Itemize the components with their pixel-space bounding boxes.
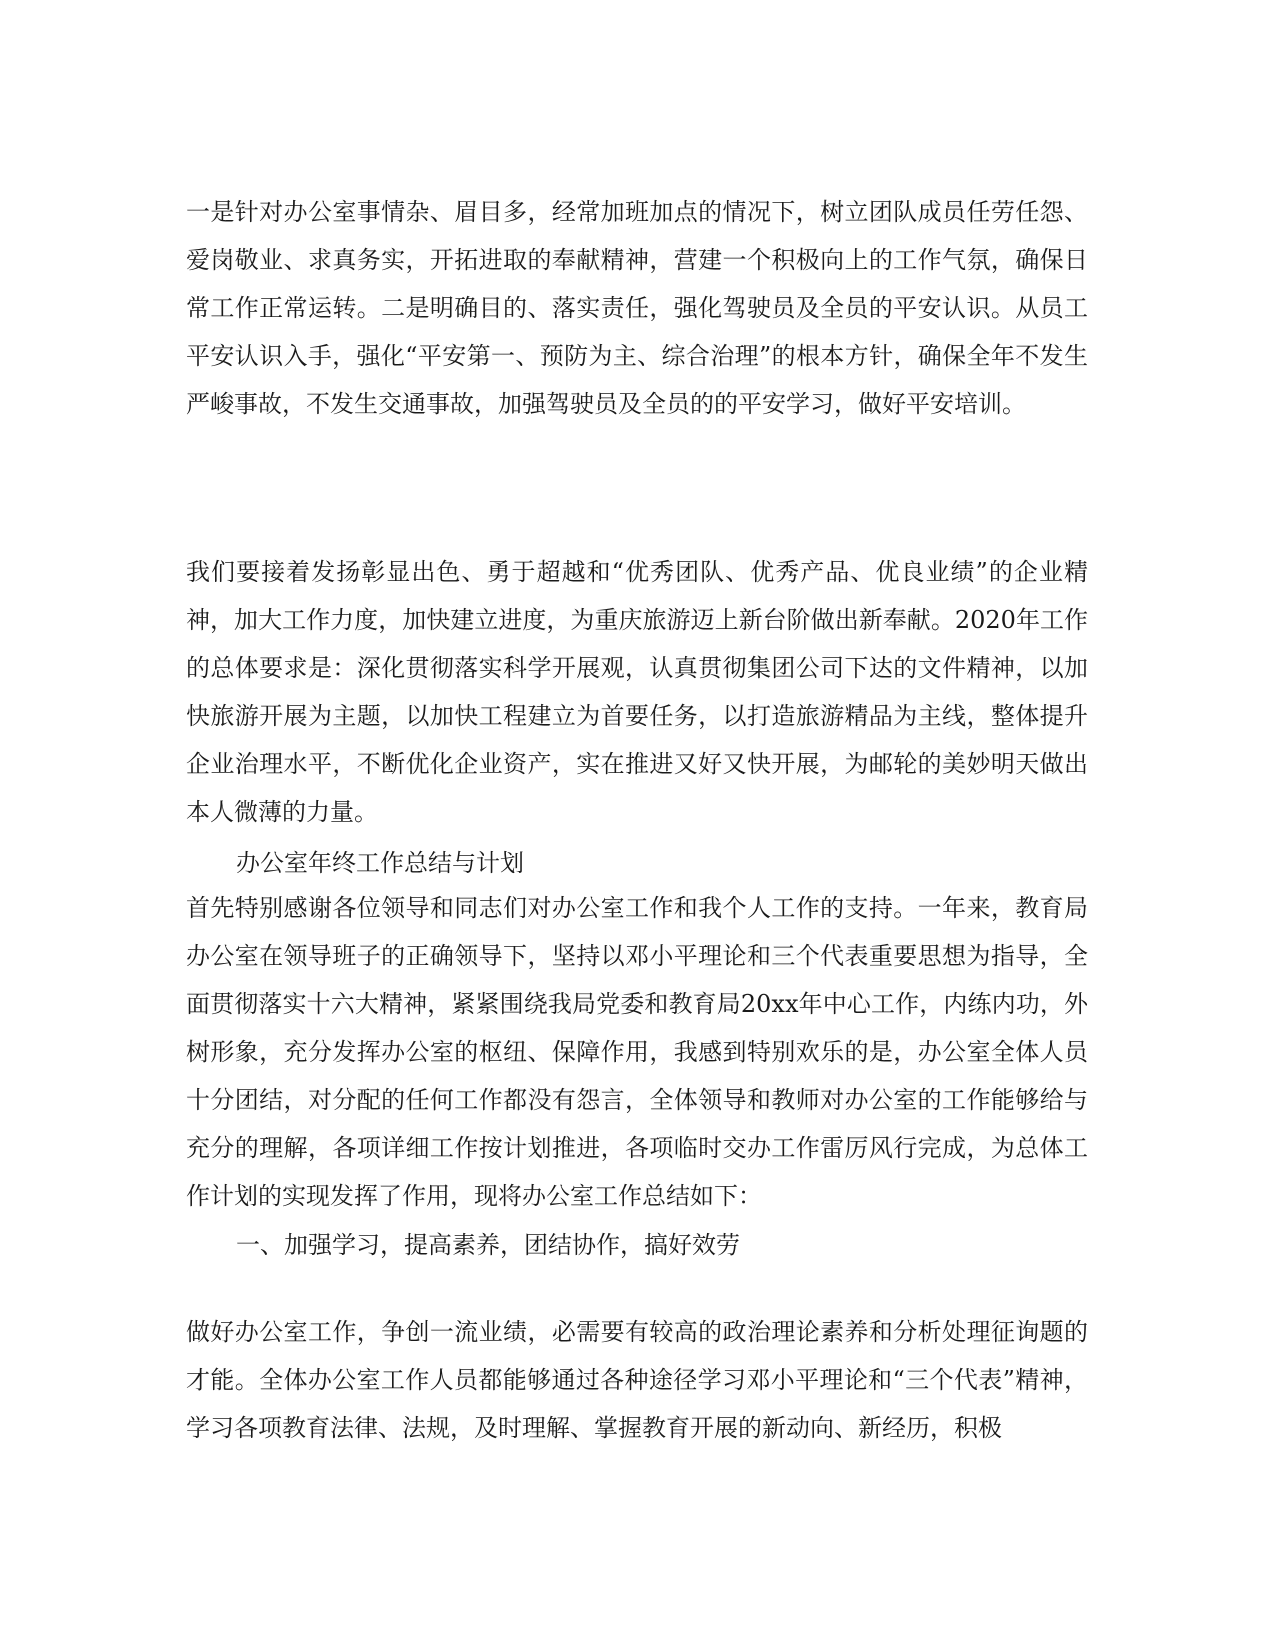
- paragraph-office-team-safety: 一是针对办公室事情杂、眉目多，经常加班加点的情况下，树立团队成员任劳任怨、爱岗敬业、求真务实，开拓进取的奉献精神，营建一个积极向上的工作气氛，确保日常工作正常运转。二是明确目的、落实责任，强化驾驶员及全员的平安认识。从员工平安认识入手，强化“平安第一、预防为主、综合治理”的根本方针，确保全年不发生严峻事故，不发生交通事故，加强驾驶员及全员的的平安学习，做好平安培训。: [186, 198, 1088, 418]
- paragraph-enterprise-spirit-2020: 我们要接着发扬彰显出色、勇于超越和“优秀团队、优秀产品、优良业绩”的企业精神，加大工作力度，加快建立进度，为重庆旅游迈上新台阶做出新奉献。2020年工作的总体要求是：深化贯彻落实科学开展观，认真贯彻集团公司下达的文件精神，以加快旅游开展为主题，以加快工程建立为首要任务，以打造旅游精品为主线，整体提升企业治理水平，不断优化企业资产，实在推进又好又快开展，为邮轮的美妙明天做出本人微薄的力量。: [186, 558, 1088, 826]
- paragraph-office-study: 做好办公室工作，争创一流业绩，必需要有较高的政治理论素养和分析处理征询题的才能。全体办公室工作人员都能够通过各种途径学习邓小平理论和“三个代表”精神，学习各项教育法律、法规，及时理解、掌握教育开展的新动向、新经历，积极: [186, 1318, 1088, 1442]
- paragraph-office-summary-intro: 首先特别感谢各位领导和同志们对办公室工作和我个人工作的支持。一年来，教育局办公室在领导班子的正确领导下，坚持以邓小平理论和三个代表重要思想为指导，全面贯彻落实十六大精神，紧紧围绕我局党委和教育局20xx年中心工作，内练内功，外树形象，充分发挥办公室的枢纽、保障作用，我感到特别欢乐的是，办公室全体人员十分团结，对分配的任何工作都没有怨言，全体领导和教师对办公室的工作能够给与充分的理解，各项详细工作按计划推进，各项临时交办工作雷厉风行完成，为总体工作计划的实现发挥了作用，现将办公室工作总结如下：: [186, 894, 1088, 1210]
- section-title-year-end-summary: 办公室年终工作总结与计划: [236, 849, 524, 877]
- subsection-heading-study-service: 一、加强学习，提高素养，团结协作，搞好效劳: [236, 1231, 740, 1259]
